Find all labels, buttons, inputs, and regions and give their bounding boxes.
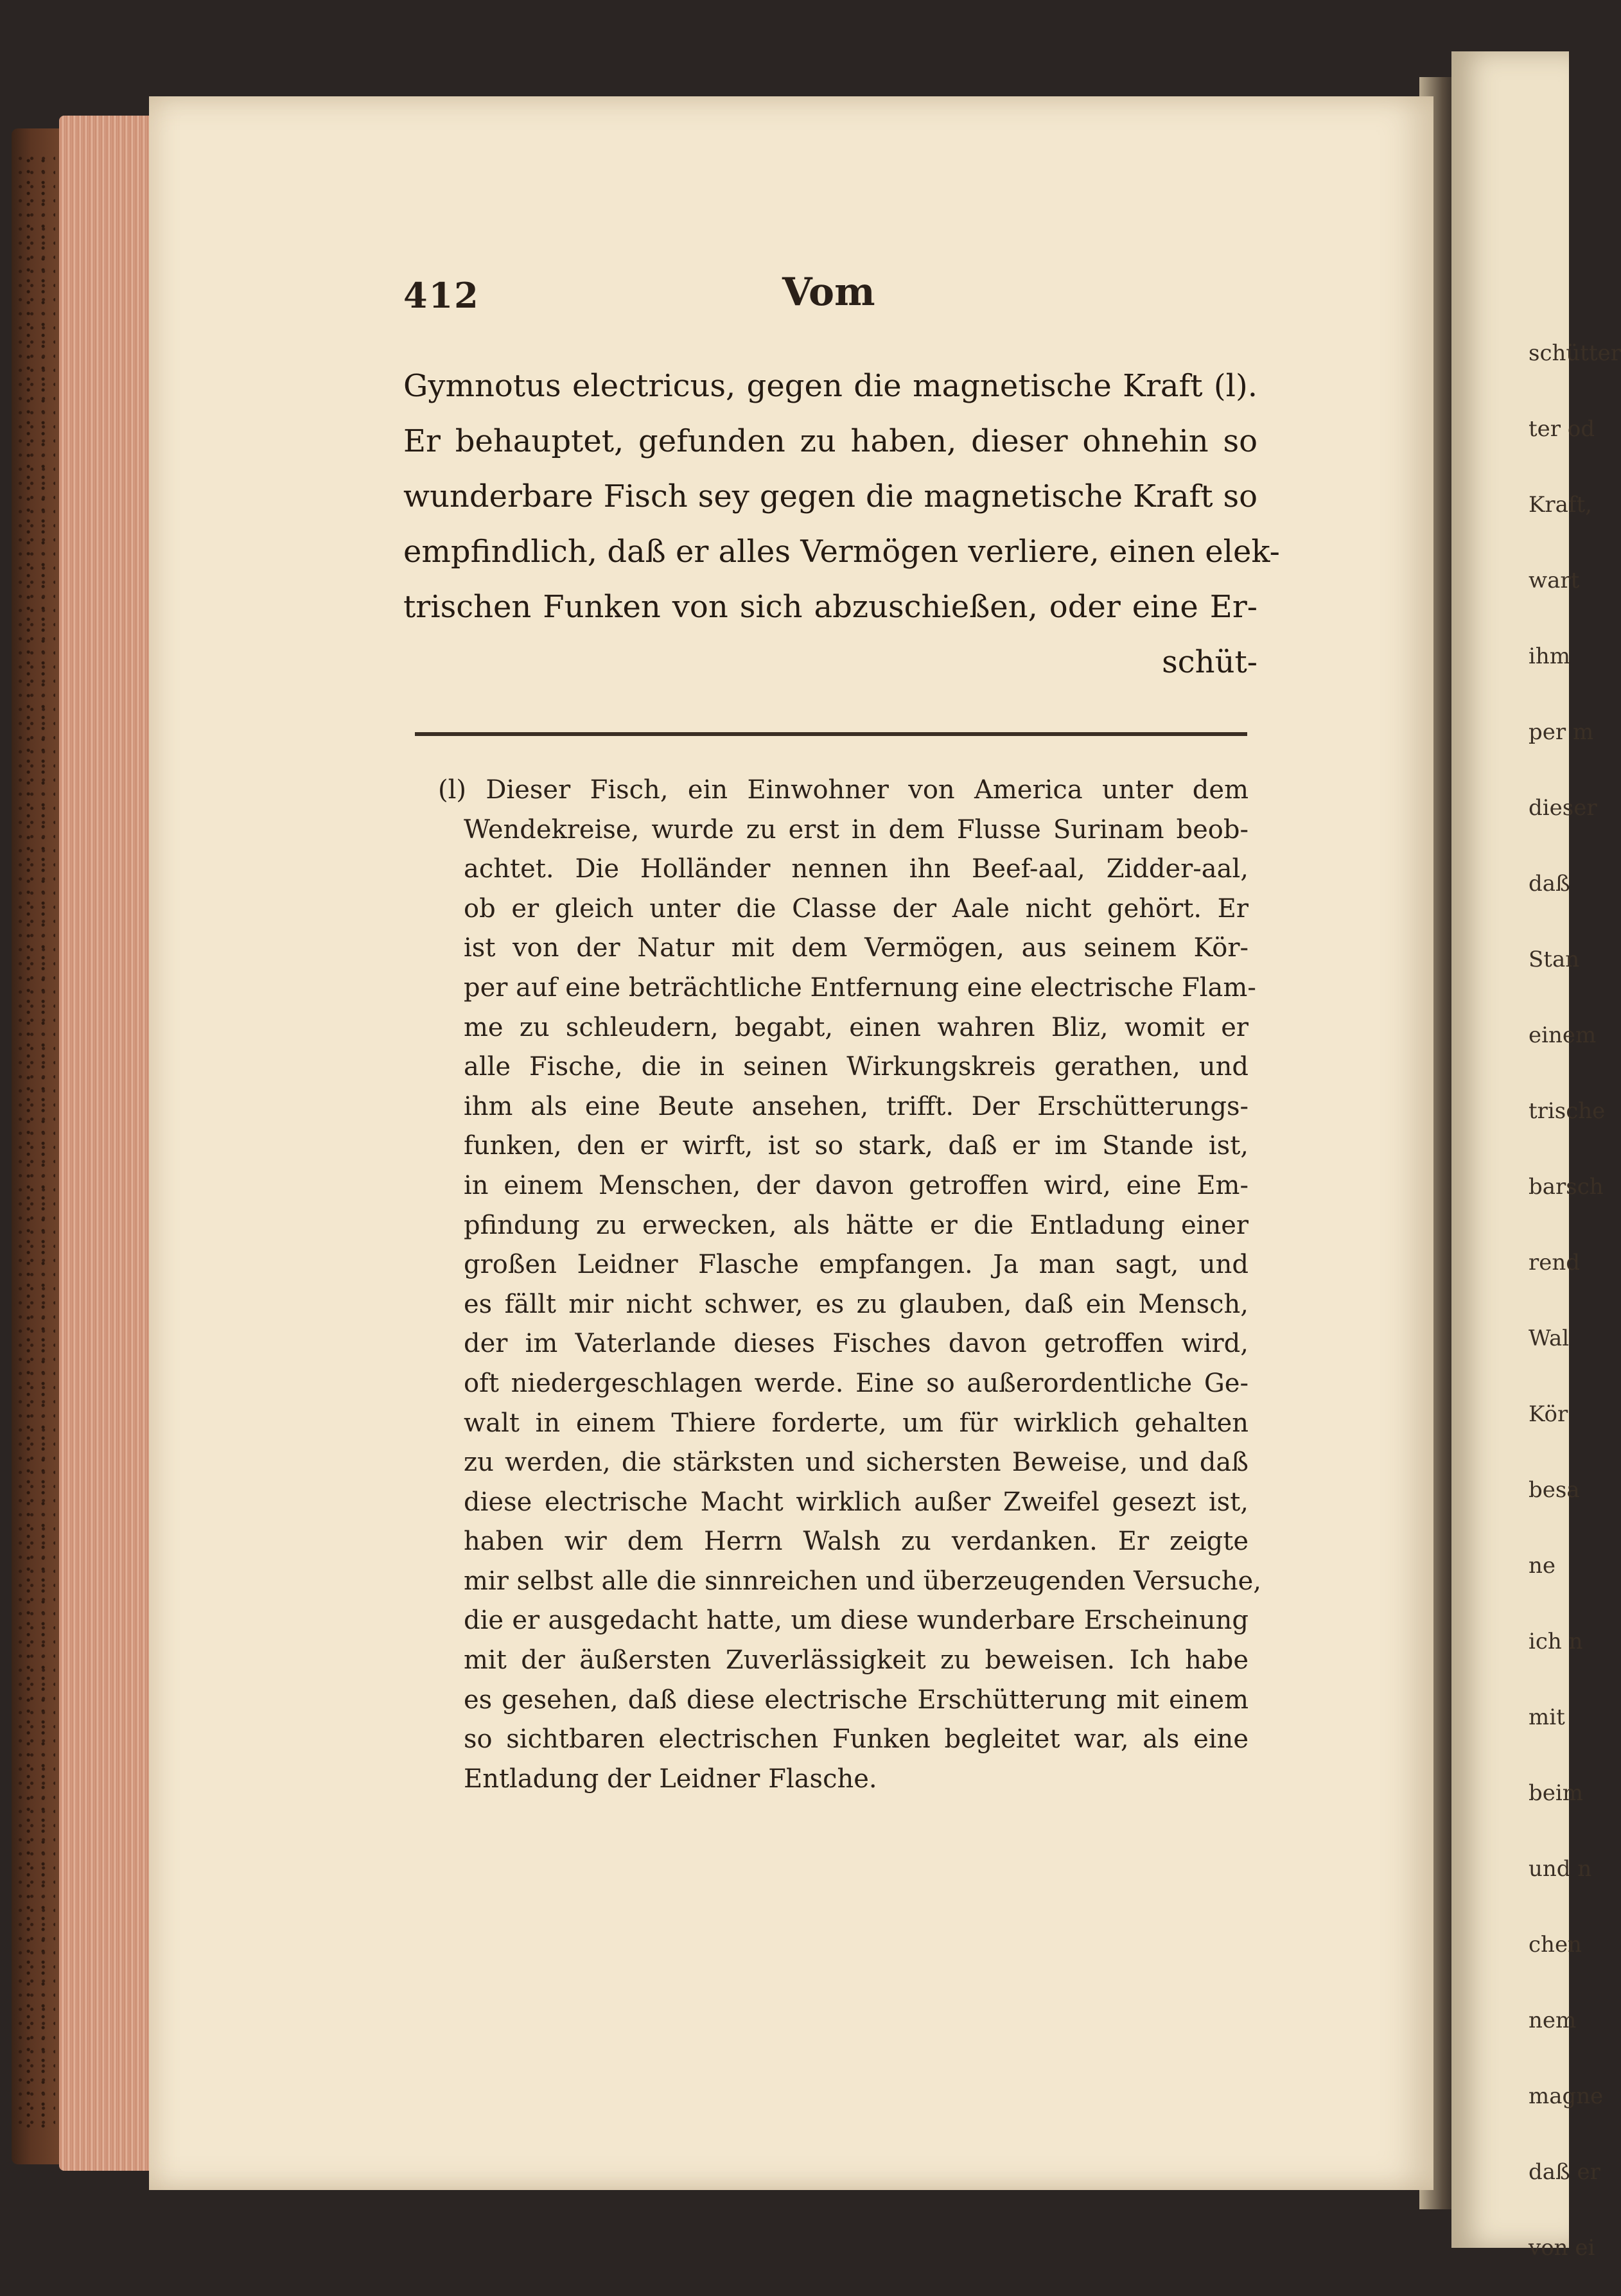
facing-page-fragment: daß <box>1529 871 1570 897</box>
running-head: Vom <box>782 270 875 315</box>
footnote-line: pfindung zu erwecken, als hätte er die Entladung einer <box>464 1210 1249 1240</box>
facing-page-fragment: dieser <box>1529 795 1597 821</box>
facing-page-fragment: rend <box>1529 1250 1581 1275</box>
footnote-line: in einem Menschen, der davon getroffen wird, eine Em- <box>464 1170 1249 1200</box>
page-edges <box>59 116 155 2171</box>
footnote-line: großen Leidner Flasche empfangen. Ja man sagt, und <box>464 1250 1249 1280</box>
facing-page-fragment: Stan <box>1529 947 1580 972</box>
footnote-line: walt in einem Thiere forderte, um für wirklich gehalten <box>464 1408 1249 1438</box>
facing-page-fragment: ter od <box>1529 416 1595 442</box>
footnote-line: oft niedergeschlagen werde. Eine so außerordentliche Ge- <box>464 1368 1249 1398</box>
footnote-line: Entladung der Leidner Flasche. <box>464 1764 877 1794</box>
facing-page-fragment: barsch <box>1529 1174 1604 1200</box>
footnote-line: achtet. Die Holländer nennen ihn Beef-aal, Zidder-aal, <box>464 854 1249 884</box>
facing-page-fragment: nem <box>1529 2008 1577 2033</box>
footnote-line: alle Fische, die in seinen Wirkungskreis gerathen, und <box>464 1052 1249 1082</box>
main-text <box>403 358 1280 690</box>
footnote-line: Wendekreise, wurde zu erst in dem Flusse Surinam beob- <box>464 814 1249 845</box>
footnote-line: (l) Dieser Fisch, ein Einwohner von America unter dem <box>438 775 1249 805</box>
facing-page-fragment: von ei <box>1529 2235 1595 2261</box>
text-line: empfindlich, daß er alles Vermögen verliere, einen elek- <box>403 534 1280 570</box>
facing-page-fragment: wart <box>1529 568 1580 593</box>
text-line: Er behauptet, gefunden zu haben, dieser ohnehin so <box>403 423 1257 459</box>
facing-page-fragment: trische <box>1529 1098 1606 1124</box>
facing-page-fragment: ihm <box>1529 644 1571 669</box>
text-line: trischen Funken von sich abzuschießen, oder eine Er- <box>403 589 1257 625</box>
footnote-line: es fällt mir nicht schwer, es zu glauben, daß ein Mensch, <box>464 1289 1249 1319</box>
footnote-line: haben wir dem Herrn Walsh zu verdanken. Er zeigte <box>464 1527 1249 1557</box>
facing-page-fragment: Kör <box>1529 1401 1568 1427</box>
footnote-line: ist von der Natur mit dem Vermögen, aus seinem Kör- <box>464 933 1249 963</box>
facing-page-fragment: ne <box>1529 1553 1556 1579</box>
facing-page-fragment: schütter <box>1529 340 1621 366</box>
facing-page-fragment: und n <box>1529 1856 1592 1882</box>
facing-page <box>1451 51 1621 2261</box>
facing-page-fragment: chen <box>1529 1932 1582 1958</box>
facing-page-fragment: mit <box>1529 1704 1565 1730</box>
facing-page-fragment: einem <box>1529 1022 1597 1048</box>
footnote-line: es gesehen, daß diese electrische Erschütterung mit einem <box>464 1685 1249 1715</box>
text-line: wunderbare Fisch sey gegen die magnetische Kraft so <box>403 478 1257 514</box>
catchword: schüt- <box>1162 644 1257 680</box>
page-header <box>403 270 1264 328</box>
footnote-line: so sichtbaren electrischen Funken begleitet war, als eine <box>464 1724 1249 1755</box>
footnote-line: die er ausgedacht hatte, um diese wunderbare Erscheinung <box>464 1606 1249 1636</box>
footnote-line: der im Vaterlande dieses Fisches davon getroffen wird, <box>464 1329 1249 1359</box>
facing-page-fragment: magne <box>1529 2083 1604 2109</box>
footnote-rule <box>415 732 1247 736</box>
footnote-line: mir selbst alle die sinnreichen und überzeugenden Versuche, <box>464 1566 1261 1596</box>
footnote-line: zu werden, die stärksten und sichersten Beweise, und daß <box>464 1448 1249 1478</box>
facing-page-fragment: Wal <box>1529 1326 1570 1351</box>
footnote-line: ob er gleich unter die Classe der Aale nicht gehört. Er <box>464 893 1249 924</box>
footnote <box>438 771 1261 1799</box>
footnote-line: ihm als eine Beute ansehen, trifft. Der Erschütterungs- <box>464 1091 1249 1121</box>
facing-page-fragment: beim <box>1529 1780 1583 1806</box>
facing-page-fragment: besa <box>1529 1477 1580 1503</box>
footnote-line: me zu schleudern, begabt, einen wahren Bliz, womit er <box>464 1012 1249 1042</box>
text-line: Gymnotus electricus, gegen die magnetische Kraft (l). <box>403 368 1257 404</box>
cover-texture <box>18 154 55 2132</box>
footnote-line: mit der äußersten Zuverlässigkeit zu beweisen. Ich habe <box>464 1645 1249 1676</box>
facing-page-fragment: Kraft, <box>1529 492 1592 518</box>
footnote-line: per auf eine beträchtliche Entfernung eine electrische Flam- <box>464 972 1256 1003</box>
footnote-line: funken, den er wirft, ist so stark, daß er im Stande ist, <box>464 1131 1249 1161</box>
footnote-line: diese electrische Macht wirklich außer Zweifel gesezt ist, <box>464 1487 1249 1517</box>
page-number: 412 <box>403 275 480 316</box>
facing-page-fragment: per m <box>1529 719 1594 745</box>
facing-page-fragment: daß er <box>1529 2159 1600 2185</box>
facing-page-fragment: ich n <box>1529 1629 1583 1654</box>
